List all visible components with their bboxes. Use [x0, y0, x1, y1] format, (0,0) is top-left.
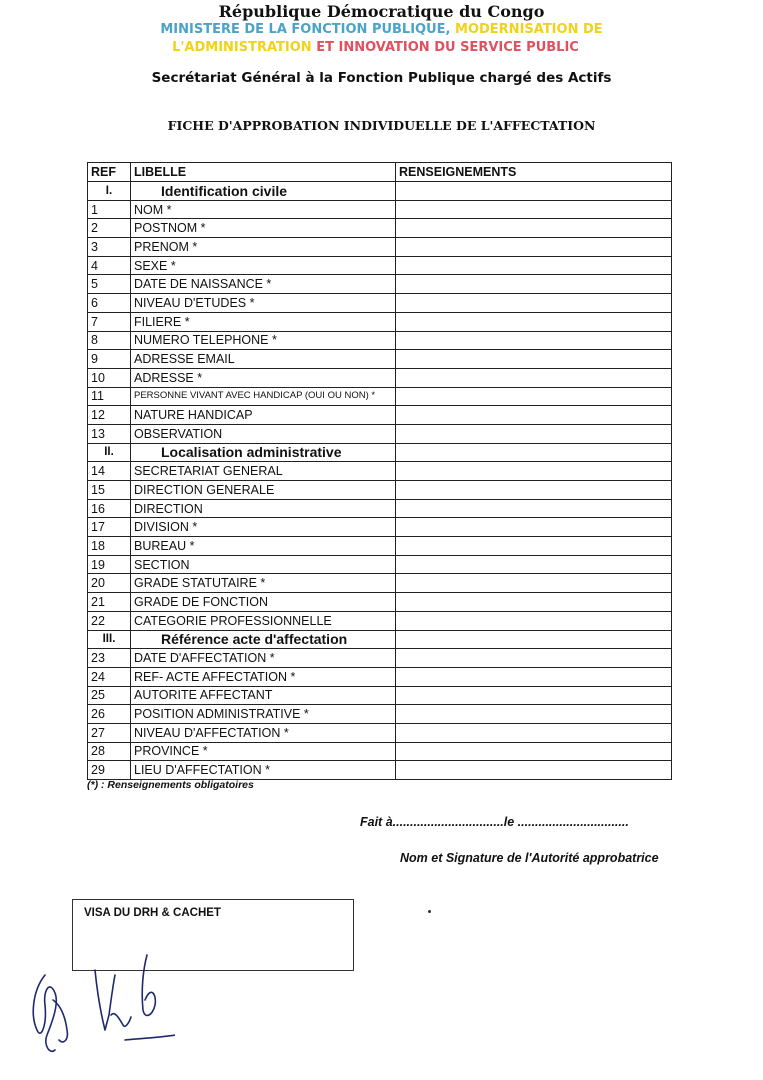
row-label: LIEU D'AFFECTATION * — [131, 761, 396, 780]
row-label: ADRESSE * — [131, 368, 396, 387]
table-row — [88, 481, 672, 500]
row-label: POSITION ADMINISTRATIVE * — [131, 705, 396, 724]
row-value-field[interactable] — [396, 649, 672, 668]
row-ref: 24 — [88, 667, 131, 686]
row-label: DIVISION * — [131, 518, 396, 537]
visa-label: VISA DU DRH & CACHET — [84, 907, 221, 919]
row-label: NIVEAU D'AFFECTATION * — [131, 723, 396, 742]
row-value-field[interactable] — [396, 518, 672, 537]
row-label: SECTION — [131, 555, 396, 574]
table-row — [88, 667, 672, 686]
row-value-field[interactable] — [396, 667, 672, 686]
table-row — [88, 611, 672, 630]
row-value-field[interactable] — [396, 406, 672, 425]
mandatory-note: (*) : Renseignements obligatoires — [87, 779, 254, 791]
row-ref: 26 — [88, 705, 131, 724]
form-title: FICHE D'APPROBATION INDIVIDUELLE DE L'AFFECTATION — [167, 118, 596, 133]
row-value-field[interactable] — [396, 312, 672, 331]
row-label: PRENOM * — [131, 238, 396, 257]
row-value-field[interactable] — [396, 350, 672, 369]
table-row — [88, 649, 672, 668]
ministry-line-2-part-a: L'ADMINISTRATION — [172, 40, 312, 55]
row-label: NATURE HANDICAP — [131, 406, 396, 425]
row-label: SEXE * — [131, 256, 396, 275]
row-label: ADRESSE EMAIL — [131, 350, 396, 369]
row-value-field[interactable] — [396, 761, 672, 780]
row-ref: 15 — [88, 481, 131, 500]
row-value-field[interactable] — [396, 368, 672, 387]
section-title: Identification civile — [131, 182, 396, 201]
ministry-line-2-part-b: ET INNOVATION DU SERVICE PUBLIC — [316, 40, 579, 55]
row-label: BUREAU * — [131, 537, 396, 556]
row-ref: 2 — [88, 219, 131, 238]
row-label: POSTNOM * — [131, 219, 396, 238]
handwritten-signature — [25, 945, 175, 1065]
row-ref: 3 — [88, 238, 131, 257]
row-label: PROVINCE * — [131, 742, 396, 761]
place-date-line[interactable]: Fait à................................le ................................ — [360, 815, 629, 829]
section-number: III. — [88, 630, 131, 649]
row-ref: 22 — [88, 611, 131, 630]
row-ref: 7 — [88, 312, 131, 331]
row-ref: 17 — [88, 518, 131, 537]
row-label: DATE D'AFFECTATION * — [131, 649, 396, 668]
section-value-cell — [396, 182, 672, 201]
section-value-cell — [396, 443, 672, 462]
table-row — [88, 331, 672, 350]
section-number: I. — [88, 182, 131, 201]
table-row — [88, 593, 672, 612]
row-ref: 1 — [88, 200, 131, 219]
table-row — [88, 723, 672, 742]
row-ref: 11 — [88, 387, 131, 406]
row-ref: 20 — [88, 574, 131, 593]
table-row — [88, 761, 672, 780]
table-row — [88, 705, 672, 724]
row-ref: 13 — [88, 424, 131, 443]
section-value-cell — [396, 630, 672, 649]
row-value-field[interactable] — [396, 593, 672, 612]
row-value-field[interactable] — [396, 499, 672, 518]
table-row — [88, 275, 672, 294]
table-row — [88, 350, 672, 369]
row-value-field[interactable] — [396, 686, 672, 705]
table-row — [88, 742, 672, 761]
ministry-line-1-part-a: MINISTERE DE LA FONCTION PUBLIQUE, — [160, 22, 451, 37]
table-row — [88, 256, 672, 275]
row-label: AUTORITE AFFECTANT — [131, 686, 396, 705]
row-label: CATEGORIE PROFESSIONNELLE — [131, 611, 396, 630]
row-ref: 8 — [88, 331, 131, 350]
row-value-field[interactable] — [396, 387, 672, 406]
row-label: NOM * — [131, 200, 396, 219]
table-row — [88, 238, 672, 257]
row-ref: 28 — [88, 742, 131, 761]
row-value-field[interactable] — [396, 537, 672, 556]
row-label: SECRETARIAT GENERAL — [131, 462, 396, 481]
section-header-row — [88, 182, 672, 201]
row-value-field[interactable] — [396, 275, 672, 294]
row-label: OBSERVATION — [131, 424, 396, 443]
row-ref: 29 — [88, 761, 131, 780]
row-value-field[interactable] — [396, 462, 672, 481]
row-value-field[interactable] — [396, 294, 672, 313]
ministry-line-1 — [0, 22, 763, 37]
row-ref: 9 — [88, 350, 131, 369]
table-row — [88, 686, 672, 705]
approval-form-table — [87, 162, 672, 780]
row-ref: 19 — [88, 555, 131, 574]
column-header-libelle: LIBELLE — [131, 163, 396, 182]
stray-mark — [428, 910, 431, 913]
row-value-field[interactable] — [396, 481, 672, 500]
row-value-field[interactable] — [396, 219, 672, 238]
section-title: Référence acte d'affectation — [131, 630, 396, 649]
table-row — [88, 518, 672, 537]
row-value-field[interactable] — [396, 331, 672, 350]
table-header-row — [88, 163, 672, 182]
column-header-renseignements: RENSEIGNEMENTS — [396, 163, 672, 182]
table-row — [88, 312, 672, 331]
row-label: FILIERE * — [131, 312, 396, 331]
row-value-field[interactable] — [396, 705, 672, 724]
table-row — [88, 406, 672, 425]
section-title: Localisation administrative — [131, 443, 396, 462]
row-label: GRADE STATUTAIRE * — [131, 574, 396, 593]
row-value-field[interactable] — [396, 256, 672, 275]
table-row — [88, 462, 672, 481]
row-label: DIRECTION — [131, 499, 396, 518]
table-row — [88, 499, 672, 518]
section-number: II. — [88, 443, 131, 462]
row-value-field[interactable] — [396, 200, 672, 219]
row-label: DATE DE NAISSANCE * — [131, 275, 396, 294]
table-row — [88, 574, 672, 593]
table-row — [88, 555, 672, 574]
row-ref: 18 — [88, 537, 131, 556]
row-label: GRADE DE FONCTION — [131, 593, 396, 612]
row-ref: 10 — [88, 368, 131, 387]
row-ref: 27 — [88, 723, 131, 742]
table-row — [88, 537, 672, 556]
row-value-field[interactable] — [396, 555, 672, 574]
row-ref: 5 — [88, 275, 131, 294]
column-header-ref: REF — [88, 163, 131, 182]
signature-label: Nom et Signature de l'Autorité approbatrice — [400, 851, 659, 865]
section-header-row — [88, 443, 672, 462]
row-value-field[interactable] — [396, 723, 672, 742]
row-label: PERSONNE VIVANT AVEC HANDICAP (OUI OU NON) * — [131, 387, 396, 406]
secretariat-title: Secrétariat Général à la Fonction Publique chargé des Actifs — [151, 70, 612, 86]
ministry-line-2 — [0, 40, 757, 55]
row-ref: 21 — [88, 593, 131, 612]
row-label: NIVEAU D'ETUDES * — [131, 294, 396, 313]
section-header-row — [88, 630, 672, 649]
row-ref: 12 — [88, 406, 131, 425]
row-value-field[interactable] — [396, 611, 672, 630]
row-label: NUMERO TELEPHONE * — [131, 331, 396, 350]
republic-title: République Démocratique du Congo — [218, 2, 545, 21]
row-label: DIRECTION GENERALE — [131, 481, 396, 500]
ministry-line-1-part-b: MODERNISATION DE — [455, 22, 603, 37]
row-value-field[interactable] — [396, 424, 672, 443]
table-row — [88, 387, 672, 406]
table-row — [88, 424, 672, 443]
row-value-field[interactable] — [396, 238, 672, 257]
row-ref: 25 — [88, 686, 131, 705]
row-ref: 4 — [88, 256, 131, 275]
table-row — [88, 200, 672, 219]
table-row — [88, 294, 672, 313]
table-row — [88, 368, 672, 387]
row-ref: 23 — [88, 649, 131, 668]
row-label: REF- ACTE AFFECTATION * — [131, 667, 396, 686]
row-ref: 14 — [88, 462, 131, 481]
row-value-field[interactable] — [396, 574, 672, 593]
table-row — [88, 219, 672, 238]
row-ref: 16 — [88, 499, 131, 518]
row-ref: 6 — [88, 294, 131, 313]
row-value-field[interactable] — [396, 742, 672, 761]
